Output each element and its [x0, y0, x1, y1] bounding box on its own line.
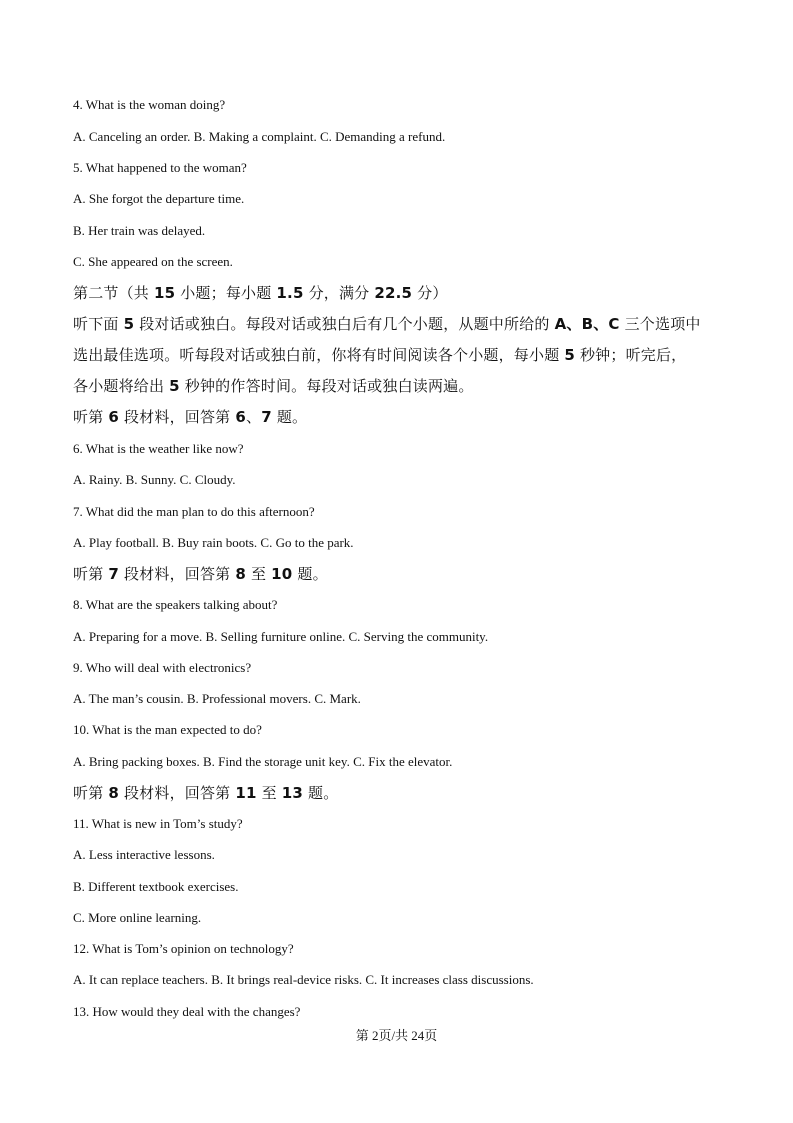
- material-number: 7: [108, 565, 120, 583]
- material-heading-text: 段材料，回答第: [123, 408, 231, 426]
- question-6-stem: 6. What is the weather like now?: [73, 441, 244, 456]
- section-2-heading-text: 分）: [417, 284, 448, 302]
- material-7-heading: [73, 564, 328, 584]
- material-heading-text: 听第: [73, 784, 104, 802]
- question-4-options: A. Canceling an order. B. Making a complaint. C. Demanding a refund.: [73, 129, 446, 144]
- question-5-option-c: C. She appeared on the screen.: [73, 254, 233, 269]
- instruction-number: 5: [564, 346, 576, 364]
- material-heading-text: 题。: [297, 565, 328, 583]
- question-range-separator: 、: [246, 408, 262, 426]
- question-4-stem: 4. What is the woman doing?: [73, 97, 226, 112]
- instruction-text: 听下面: [73, 315, 119, 333]
- question-range-start: 6: [235, 408, 246, 426]
- material-heading-text: 题。: [276, 408, 308, 426]
- question-13-stem: 13. How would they deal with the changes?: [73, 1004, 301, 1019]
- question-10-stem: 10. What is the man expected to do?: [73, 722, 262, 737]
- question-6-options: A. Rainy. B. Sunny. C. Cloudy.: [73, 472, 236, 487]
- section-2-instruction-line-1: [73, 314, 701, 334]
- question-7-stem: 7. What did the man plan to do this afternoon?: [73, 504, 315, 519]
- question-5-option-a: A. She forgot the departure time.: [73, 191, 245, 206]
- material-heading-text: 听第: [73, 408, 104, 426]
- material-8-heading: [73, 783, 338, 803]
- question-range-end: 10: [271, 565, 293, 583]
- question-11-stem: 11. What is new in Tom’s study?: [73, 816, 243, 831]
- instruction-number: 5: [169, 377, 180, 395]
- question-range-separator: 至: [261, 784, 277, 802]
- instruction-text: 三个选项中: [624, 315, 701, 333]
- question-range-end: 7: [261, 408, 272, 426]
- material-number: 6: [108, 408, 120, 426]
- question-12-options: A. It can replace teachers. B. It brings real-device risks. C. It increases class discussions.: [73, 972, 534, 987]
- question-5-option-b: B. Her train was delayed.: [73, 223, 206, 238]
- question-range-start: 11: [235, 784, 257, 802]
- question-11-option-b: B. Different textbook exercises.: [73, 879, 239, 894]
- instruction-text: 选出最佳选项。听每段对话或独白前，你将有时间阅读各个小题，每小题: [73, 346, 560, 364]
- question-10-options: A. Bring packing boxes. B. Find the storage unit key. C. Fix the elevator.: [73, 754, 453, 769]
- section-2-points-each: 1.5: [276, 284, 304, 302]
- instruction-text: 秒钟；听完后，: [579, 346, 687, 364]
- material-heading-text: 段材料，回答第: [123, 784, 231, 802]
- question-9-stem: 9. Who will deal with electronics?: [73, 660, 252, 675]
- question-8-stem: 8. What are the speakers talking about?: [73, 597, 278, 612]
- instruction-text: 秒钟的作答时间。每段对话或独白读两遍。: [184, 377, 474, 395]
- material-6-heading: [73, 407, 307, 427]
- section-2-instruction-line-3: [73, 376, 474, 396]
- section-2-heading-text: 小题；每小题: [180, 284, 272, 302]
- material-heading-text: 听第: [73, 565, 104, 583]
- section-2-question-count: 15: [153, 284, 176, 302]
- section-2-heading: [73, 283, 448, 303]
- section-2-instruction-line-2: [73, 345, 686, 365]
- instruction-options-abc: A、B、C: [554, 315, 620, 333]
- question-7-options: A. Play football. B. Buy rain boots. C. Go to the park.: [73, 535, 354, 550]
- question-11-option-a: A. Less interactive lessons.: [73, 847, 215, 862]
- question-11-option-c: C. More online learning.: [73, 910, 202, 925]
- question-range-end: 13: [281, 784, 304, 802]
- question-9-options: A. The man’s cousin. B. Professional movers. C. Mark.: [73, 691, 361, 706]
- question-range-start: 8: [235, 565, 246, 583]
- instruction-number: 5: [123, 315, 135, 333]
- question-12-stem: 12. What is Tom’s opinion on technology?: [73, 941, 294, 956]
- section-2-points-total: 22.5: [374, 284, 413, 302]
- instruction-text: 段对话或独白。每段对话或独白后有几个小题，从题中所给的: [139, 315, 550, 333]
- instruction-text: 各小题将给出: [73, 377, 165, 395]
- material-heading-text: 段材料，回答第: [123, 565, 231, 583]
- page-number-footer: 第 2页/共 24页: [355, 1028, 438, 1043]
- question-5-stem: 5. What happened to the woman?: [73, 160, 247, 175]
- section-2-heading-text: 分，满分: [308, 284, 370, 302]
- material-heading-text: 题。: [308, 784, 339, 802]
- question-8-options: A. Preparing for a move. B. Selling furniture online. C. Serving the community.: [73, 629, 489, 644]
- question-range-separator: 至: [250, 565, 267, 583]
- section-2-heading-text: 第二节（共: [73, 284, 150, 302]
- material-number: 8: [108, 784, 120, 802]
